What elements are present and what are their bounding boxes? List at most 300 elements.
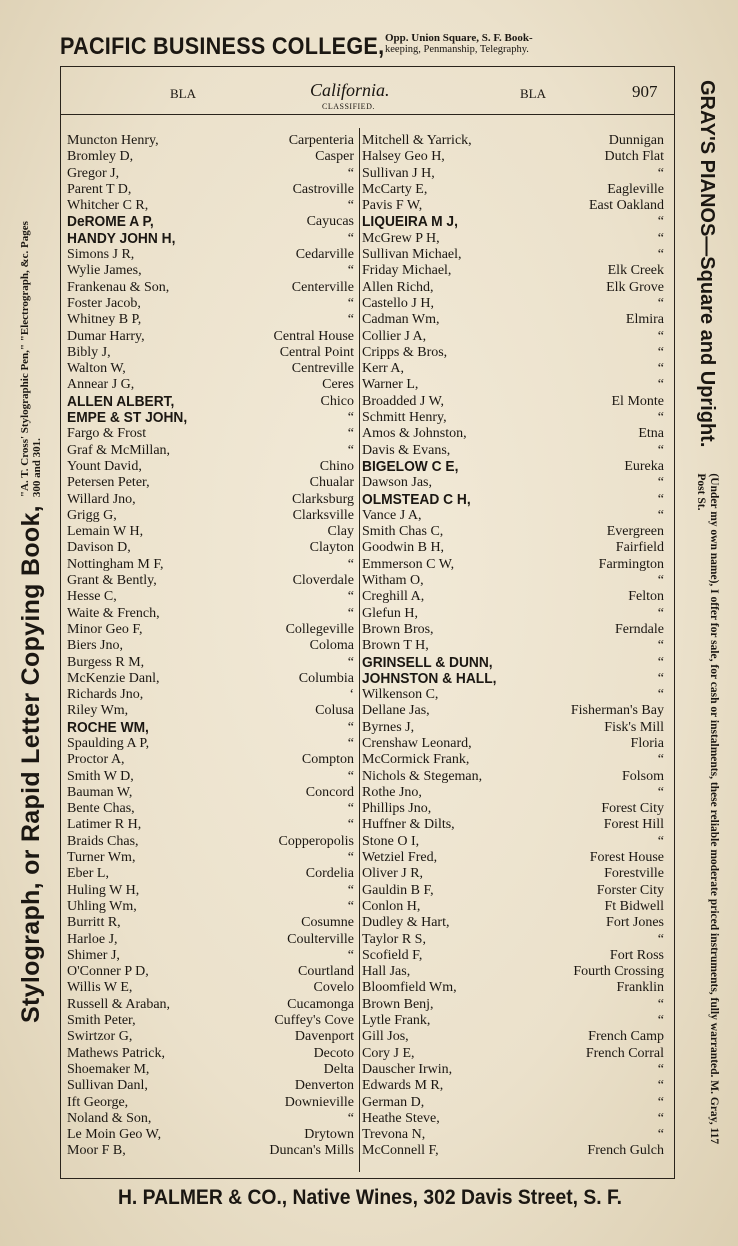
listing-name: Shoemaker M,: [67, 1061, 150, 1077]
listing-place: Casper: [315, 149, 354, 165]
listing-name: Witham O,: [362, 573, 424, 589]
listing-place: “: [657, 328, 664, 344]
listing-place: “: [347, 556, 354, 572]
listing-place: “: [347, 882, 354, 898]
listing-row: [67, 1062, 354, 1078]
listing-place: Ceres: [322, 377, 354, 393]
listing-name: Allen Richd,: [362, 279, 434, 295]
listing-row: [67, 980, 354, 996]
listing-place: Centreville: [291, 361, 354, 377]
listing-place: French Camp: [588, 1029, 664, 1045]
top-advertisement: [60, 30, 680, 64]
left-side-advertisement: [2, 60, 60, 1180]
listing-place: “: [347, 735, 354, 751]
page-number: 907: [632, 82, 658, 101]
listing-place: Cloverdale: [292, 573, 354, 589]
listing-place: Evergreen: [606, 524, 664, 540]
listing-place: Compton: [301, 752, 354, 768]
listing-row: [67, 280, 354, 296]
listing-name: Burritt R,: [67, 915, 121, 931]
listing-place: “: [657, 295, 664, 311]
listing-place: Franklin: [616, 980, 664, 996]
listing-row: [362, 687, 664, 703]
listing-row: [67, 1127, 354, 1143]
listing-place: French Corral: [585, 1045, 664, 1061]
listing-row: [362, 459, 664, 475]
listing-place: “: [347, 850, 354, 866]
listing-place: “: [657, 687, 664, 703]
listing-name: Brown Bros,: [362, 621, 434, 637]
listing-place: Dutch Flat: [604, 149, 664, 165]
listing-place: “: [347, 768, 354, 784]
listing-row: [362, 133, 664, 149]
listing-name: Cripps & Bros,: [362, 344, 448, 360]
listing-place: Cosumne: [301, 915, 354, 931]
listing-row: [67, 638, 354, 654]
listing-name: Walton W,: [67, 361, 126, 377]
listing-name: JOHNSTON & HALL,: [362, 670, 497, 687]
listing-name: Yount David,: [67, 458, 142, 474]
listing-row: [362, 198, 664, 214]
listing-row: [67, 540, 354, 556]
listing-name: Waite & French,: [67, 605, 160, 621]
listing-place: Ft Bidwell: [604, 898, 664, 914]
listing-row: [67, 312, 354, 328]
listing-name: Brown T H,: [362, 638, 429, 654]
listing-place: “: [347, 1110, 354, 1126]
listing-name: Russell & Araban,: [67, 996, 171, 1012]
listing-row: [67, 720, 354, 736]
listing-row: [67, 964, 354, 980]
listing-place: “: [657, 247, 664, 263]
listing-row: [362, 948, 664, 964]
listing-place: Davenport: [294, 1029, 354, 1045]
listing-place: Coulterville: [287, 931, 354, 947]
listing-row: [67, 231, 354, 247]
listing-place: “: [657, 1127, 664, 1143]
column-divider: [359, 128, 360, 1172]
listing-place: “: [657, 475, 664, 491]
listing-row: [67, 149, 354, 165]
listing-name: Latimer R H,: [67, 817, 142, 833]
listing-place: Farmington: [598, 556, 664, 572]
listing-place: Carpenteria: [288, 133, 354, 148]
listing-name: Burgess R M,: [67, 654, 145, 670]
listing-row: [67, 1029, 354, 1045]
listing-row: [362, 312, 664, 328]
listing-name: Collier J A,: [362, 328, 427, 344]
listing-place: Fisherman's Bay: [570, 703, 664, 719]
listing-name: Bromley D,: [67, 149, 134, 165]
listing-name: Sullivan Michael,: [362, 247, 462, 263]
listing-row: [362, 736, 664, 752]
listing-name: Glefun H,: [362, 605, 418, 621]
listing-name: Graf & McMillan,: [67, 442, 171, 458]
listing-row: [67, 443, 354, 459]
top-ad-detail: [385, 32, 685, 56]
right-guide-word: BLA: [520, 86, 546, 101]
listing-name: Braids Chas,: [67, 833, 139, 849]
listing-row: [362, 377, 664, 393]
listing-place: Delta: [323, 1061, 354, 1077]
listing-name: Gregor J,: [67, 165, 120, 181]
right-ad-sub: (Under my own name), I offer for sale, for cash or instalments, these reliable moderate priced instruments, fully warranted. M. Gray, 117 Post St.: [695, 473, 720, 1145]
listing-row: [67, 850, 354, 866]
listing-row: [362, 1062, 664, 1078]
listing-place: Courtland: [298, 964, 354, 980]
listing-row: [362, 149, 664, 165]
listing-place: “: [657, 507, 664, 523]
listing-name: Gill Jos,: [362, 1029, 409, 1045]
listing-name: Mathews Patrick,: [67, 1045, 165, 1061]
listing-row: [67, 573, 354, 589]
listing-row: [362, 508, 664, 524]
listing-row: [362, 915, 664, 931]
listing-place: “: [657, 784, 664, 800]
listing-place: “: [347, 426, 354, 442]
listing-name: Shimer J,: [67, 947, 120, 963]
listing-place: “: [657, 996, 664, 1012]
listing-place: “: [347, 898, 354, 914]
listing-row: [362, 573, 664, 589]
listing-name: Willard Jno,: [67, 491, 136, 507]
listing-name: Bibly J,: [67, 344, 111, 360]
listing-place: Central Point: [279, 344, 354, 360]
listing-name: OLMSTEAD C H,: [362, 491, 471, 508]
top-ad-line2: keeping, Penmanship, Telegraphy.: [385, 44, 529, 55]
listing-name: Dawson Jas,: [362, 475, 432, 491]
listing-name: Willis W E,: [67, 980, 133, 996]
listing-row: [67, 263, 354, 279]
listing-row: [67, 198, 354, 214]
listing-place: Fourth Crossing: [573, 964, 664, 980]
listing-row: [67, 997, 354, 1013]
listing-place: “: [347, 263, 354, 279]
bottom-advertisement: H. PALMER & CO., Native Wines, 302 Davis Street, S. F.: [117, 1186, 623, 1209]
listing-name: Biers Jno,: [67, 638, 123, 654]
left-listing-column: [67, 133, 354, 1160]
listing-row: [67, 606, 354, 622]
listing-row: [362, 296, 664, 312]
listing-row: [67, 377, 354, 393]
listing-row: [67, 475, 354, 491]
listing-place: Cucamonga: [287, 996, 354, 1012]
listing-name: Noland & Son,: [67, 1110, 152, 1126]
listing-place: Fisk's Mill: [604, 719, 664, 735]
listing-place: Copperopolis: [278, 833, 354, 849]
listing-name: Crenshaw Leonard,: [362, 735, 472, 751]
listing-name: Broadded J W,: [362, 393, 445, 409]
listing-name: McGrew P H,: [362, 230, 440, 246]
listing-name: Cory J E,: [362, 1045, 415, 1061]
listing-row: [362, 589, 664, 605]
listing-place: Chico: [320, 393, 354, 409]
listing-row: [362, 1111, 664, 1127]
listing-name: Mitchell & Yarrick,: [362, 133, 472, 148]
header-rule: [60, 114, 675, 115]
listing-name: McConnell F,: [362, 1143, 439, 1159]
listing-row: [67, 899, 354, 915]
listing-name: Goodwin B H,: [362, 540, 445, 556]
listing-name: Foster Jacob,: [67, 295, 141, 311]
top-ad-main: PACIFIC BUSINESS COLLEGE,: [60, 33, 385, 60]
page-header: [60, 80, 675, 114]
listing-place: Decoto: [313, 1045, 354, 1061]
listing-name: Eber L,: [67, 866, 109, 882]
listing-name: Le Moin Geo W,: [67, 1127, 162, 1143]
listing-place: El Monte: [611, 393, 664, 409]
listing-row: [67, 883, 354, 899]
listing-name: Emmerson C W,: [362, 556, 455, 572]
listing-name: Friday Michael,: [362, 263, 452, 279]
listing-place: “: [347, 654, 354, 670]
listing-place: Downieville: [284, 1094, 354, 1110]
listing-row: [362, 443, 664, 459]
listing-row: [362, 883, 664, 899]
listing-row: [362, 850, 664, 866]
listing-name: McKenzie Danl,: [67, 670, 160, 686]
listing-name: HANDY JOHN H,: [67, 230, 176, 247]
listing-name: Phillips Jno,: [362, 801, 432, 817]
listing-place: “: [347, 947, 354, 963]
listing-name: Warner L,: [362, 377, 419, 393]
listing-place: Fort Jones: [606, 915, 664, 931]
listing-place: Ferndale: [615, 621, 664, 637]
listing-row: [362, 834, 664, 850]
listing-place: Elk Creek: [607, 263, 664, 279]
listing-place: “: [657, 344, 664, 360]
listing-name: Spaulding A P,: [67, 735, 150, 751]
listing-row: [362, 655, 664, 671]
listing-place: “: [657, 654, 664, 670]
listing-name: Taylor R S,: [362, 931, 426, 947]
listing-place: Dunnigan: [608, 133, 664, 148]
listing-row: [67, 769, 354, 785]
listing-place: Coloma: [309, 638, 354, 654]
listing-row: [362, 1143, 664, 1159]
listing-name: Gauldin B F,: [362, 882, 434, 898]
listing-row: [362, 638, 664, 654]
listing-row: [362, 769, 664, 785]
listing-place: “: [347, 312, 354, 328]
listing-row: [67, 557, 354, 573]
listing-place: Floria: [630, 735, 664, 751]
listing-row: [362, 280, 664, 296]
listing-name: Whitney B P,: [67, 312, 142, 328]
listing-name: Cadman Wm,: [362, 312, 440, 328]
listing-row: [362, 1095, 664, 1111]
listing-name: Petersen Peter,: [67, 475, 150, 491]
listing-name: Scofield F,: [362, 947, 423, 963]
listing-row: [362, 866, 664, 882]
listing-place: “: [347, 165, 354, 181]
listing-place: Central House: [273, 328, 354, 344]
listing-row: [67, 1143, 354, 1159]
listing-row: [67, 736, 354, 752]
listing-name: Edwards M R,: [362, 1078, 444, 1094]
listing-row: [67, 492, 354, 508]
listing-name: Brown Benj,: [362, 996, 434, 1012]
listing-name: Grigg G,: [67, 507, 117, 523]
right-listing-column: [362, 133, 664, 1160]
listing-place: Eagleville: [607, 181, 664, 197]
listing-place: “: [347, 410, 354, 426]
listing-row: [67, 410, 354, 426]
listing-name: Nichols & Stegeman,: [362, 768, 483, 784]
listing-place: Centerville: [291, 279, 354, 295]
listing-name: Castello J H,: [362, 295, 434, 311]
listing-place: “: [657, 442, 664, 458]
listing-name: Hall Jas,: [362, 964, 411, 980]
listing-name: Byrnes J,: [362, 719, 415, 735]
listing-name: Moor F B,: [67, 1143, 126, 1159]
right-side-advertisement: [677, 66, 735, 1166]
listing-row: [67, 671, 354, 687]
listing-name: Swirtzor G,: [67, 1029, 133, 1045]
listing-row: [67, 296, 354, 312]
listing-row: [67, 133, 354, 149]
listing-place: “: [657, 1094, 664, 1110]
listing-place: “: [657, 491, 664, 507]
listing-name: Wylie James,: [67, 263, 142, 279]
listing-place: “: [657, 410, 664, 426]
listing-row: [362, 606, 664, 622]
listing-name: Vance J A,: [362, 507, 422, 523]
listing-row: [67, 834, 354, 850]
listing-row: [362, 540, 664, 556]
listing-name: Smith Peter,: [67, 1013, 136, 1029]
listing-row: [67, 932, 354, 948]
listing-name: Conlon H,: [362, 898, 421, 914]
listing-row: [362, 557, 664, 573]
listing-name: Minor Geo F,: [67, 621, 143, 637]
listing-name: LIQUEIRA M J,: [362, 214, 458, 231]
listing-name: Lytle Frank,: [362, 1013, 431, 1029]
listing-row: [362, 426, 664, 442]
listing-place: “: [657, 361, 664, 377]
listing-place: Drytown: [304, 1127, 354, 1143]
listing-row: [67, 817, 354, 833]
listing-row: [67, 785, 354, 801]
top-ad-line1: Opp. Union Square, S. F. Book-: [385, 32, 533, 44]
listing-name: Grant & Bently,: [67, 573, 157, 589]
listing-row: [362, 214, 664, 230]
listing-name: ROCHE WM,: [67, 719, 149, 736]
listing-name: Schmitt Henry,: [362, 410, 447, 426]
listing-name: Kerr A,: [362, 361, 404, 377]
listing-row: [362, 899, 664, 915]
listing-place: “: [347, 198, 354, 214]
listing-row: [67, 345, 354, 361]
listing-row: [362, 475, 664, 491]
listing-place: “: [657, 931, 664, 947]
listing-place: Collegeville: [285, 621, 354, 637]
listing-place: “: [657, 752, 664, 768]
listing-place: French Gulch: [587, 1143, 664, 1159]
listing-row: [67, 1013, 354, 1029]
listing-row: [67, 1078, 354, 1094]
listing-name: Proctor A,: [67, 752, 125, 768]
listing-row: [362, 1013, 664, 1029]
listing-name: Halsey Geo H,: [362, 149, 445, 165]
listing-row: [67, 801, 354, 817]
listing-row: [362, 703, 664, 719]
listing-place: “: [347, 605, 354, 621]
listing-place: Colusa: [315, 703, 354, 719]
listing-row: [362, 1029, 664, 1045]
listing-name: Wetziel Fred,: [362, 850, 438, 866]
listing-place: Elmira: [625, 312, 664, 328]
listing-place: Covelo: [313, 980, 354, 996]
listing-name: Muncton Henry,: [67, 133, 159, 148]
left-guide-word: BLA: [170, 86, 196, 101]
listing-row: [67, 622, 354, 638]
listing-place: “: [347, 801, 354, 817]
listing-name: Pavis F W,: [362, 198, 423, 214]
listing-place: Cedarville: [295, 247, 354, 263]
listing-row: [362, 1046, 664, 1062]
listing-name: DeROME A P,: [67, 214, 154, 231]
listing-row: [362, 263, 664, 279]
listing-place: “: [657, 670, 664, 686]
listing-name: Frankenau & Son,: [67, 279, 170, 295]
listing-place: “: [347, 230, 354, 246]
listing-name: Smith W D,: [67, 768, 134, 784]
listing-name: ALLEN ALBERT,: [67, 393, 175, 410]
listing-place: “: [347, 442, 354, 458]
listing-row: [67, 948, 354, 964]
listing-name: Rothe Jno,: [362, 784, 422, 800]
listing-name: Dudley & Hart,: [362, 915, 450, 931]
listing-place: “: [657, 638, 664, 654]
listing-name: Sullivan Danl,: [67, 1078, 148, 1094]
listing-place: “: [347, 589, 354, 605]
listing-name: Amos & Johnston,: [362, 426, 467, 442]
listing-place: “: [657, 833, 664, 849]
listing-name: Parent T D,: [67, 181, 132, 197]
listing-name: Davis & Evans,: [362, 442, 451, 458]
listing-row: [362, 1078, 664, 1094]
listing-row: [362, 524, 664, 540]
listing-place: ‘: [349, 687, 354, 703]
listing-row: [362, 932, 664, 948]
listing-place: Clay: [327, 524, 354, 540]
listing-row: [67, 394, 354, 410]
listing-row: [67, 459, 354, 475]
listing-row: [362, 785, 664, 801]
listing-row: [362, 622, 664, 638]
listing-place: Forster City: [596, 882, 664, 898]
listing-place: Clarksville: [292, 507, 354, 523]
listing-place: Clayton: [309, 540, 354, 556]
listing-place: Clarksburg: [292, 491, 354, 507]
listing-place: “: [657, 1110, 664, 1126]
listing-name: GRINSELL & DUNN,: [362, 654, 493, 671]
listing-name: Bente Chas,: [67, 801, 135, 817]
listing-name: Turner Wm,: [67, 850, 136, 866]
listing-name: Oliver J R,: [362, 866, 424, 882]
listing-row: [67, 426, 354, 442]
listing-name: Wilkenson C,: [362, 687, 439, 703]
listing-place: “: [657, 573, 664, 589]
listing-name: German D,: [362, 1094, 425, 1110]
listing-place: Fort Ross: [609, 947, 664, 963]
listing-place: “: [657, 214, 664, 230]
listing-name: Stone O I,: [362, 833, 420, 849]
listing-place: Forest City: [601, 801, 664, 817]
listing-row: [67, 655, 354, 671]
listing-name: Dumar Harry,: [67, 328, 145, 344]
